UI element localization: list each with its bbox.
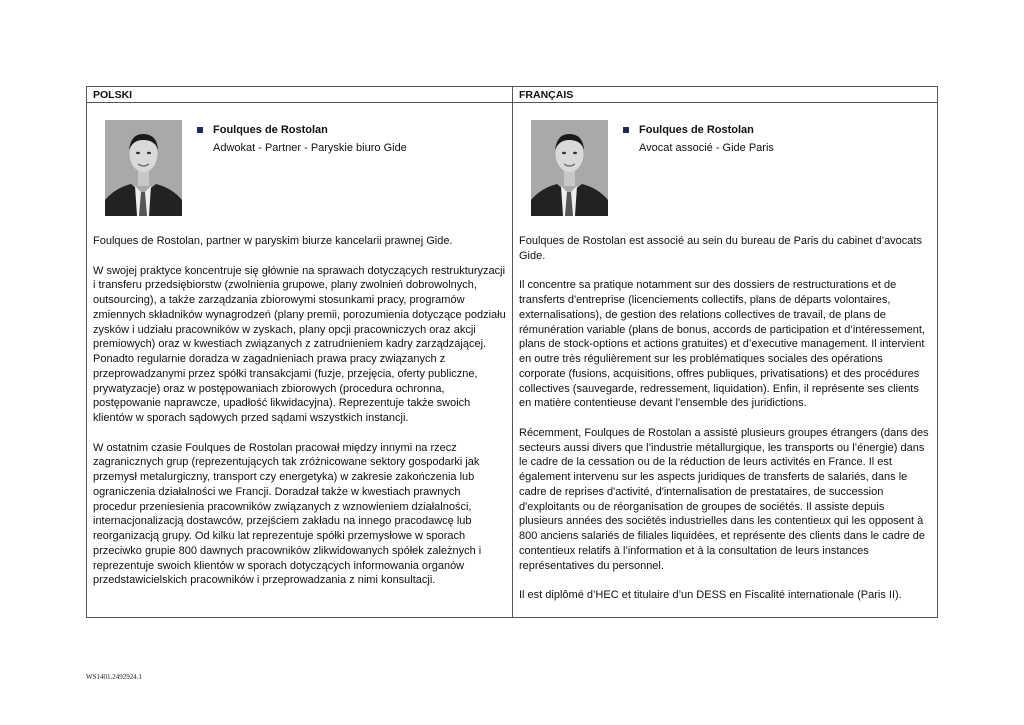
header-french: FRANÇAIS — [519, 89, 574, 101]
bio-paragraph: Il est diplômé d’HEC et titulaire d’un DESS en Fiscalité internationale (Paris II). — [519, 589, 902, 601]
document-id: WS1401.2492924.1 — [86, 673, 142, 681]
person-header — [197, 123, 407, 155]
header-polish: POLSKI — [87, 87, 513, 102]
square-bullet-icon — [623, 127, 629, 133]
polish-biography — [93, 234, 506, 603]
person-title: Avocat associé - Gide Paris — [639, 142, 774, 154]
person-name: Foulques de Rostolan — [639, 124, 754, 136]
square-bullet-icon — [197, 127, 203, 133]
bilingual-table — [86, 86, 938, 618]
portrait-icon — [105, 120, 182, 216]
bio-paragraph: Récemment, Foulques de Rostolan a assisté plusieurs groupes étrangers (dans des secteurs aussi divers que l’industrie métallurgique, les transports ou l’énergie) dans le cadre de la cessation ou de la réduction de leurs activités en France. Il est également intervenu sur les aspects juridiques de transferts de salariés, dans le cadre de reprises d'activité, d'internalisation de prestataires, de succession d'exploitants ou de réorganisation de groupes de sociétés. Il assiste depuis plusieurs années des sociétés industrielles dans les contentieux qui les opposent à 800 anciens salariés de filiales liquidées, et représente des clients dans le cadre de contentieux relatifs à l’information et à la consultation de leurs instances représentatives du personnel. — [519, 426, 929, 572]
french-biography — [519, 234, 931, 618]
person-header — [623, 123, 774, 155]
bio-paragraph: Il concentre sa pratique notamment sur des dossiers de restructurations et de transferts d'entreprise (licenciements collectifs, plans de départs volontaires, externalisations), de gestion des relations collectives de travail, de plans de rémunération variable (plans de bonus, accords de participation et d’intéressement, plans de stock-options et actions gratuites) et d’executive management. Il intervient en outre très régulièrement sur les problématiques sociales des opérations corporate (fusions, acquisitions, offres publiques, privatisations) et des procédures collectives (sauvegarde, redressement, liquidation). Enfin, il représente ses clients en matière contentieuse devant l'ensemble des juridictions. — [519, 279, 926, 410]
portrait-photo — [531, 120, 608, 216]
table-body-row — [87, 103, 937, 617]
person-name: Foulques de Rostolan — [213, 124, 328, 136]
bio-paragraph: Foulques de Rostolan est associé au sein du bureau de Paris du cabinet d’avocats Gide. — [519, 235, 922, 262]
portrait-icon — [531, 120, 608, 216]
person-title: Adwokat - Partner - Paryskie biuro Gide — [213, 142, 407, 154]
table-header-row — [87, 87, 937, 103]
bio-paragraph: W ostatnim czasie Foulques de Rostolan pracował między innymi na rzecz zagranicznych grup (reprezentujących tak zróżnicowane sektory gospodarki jak przemysł metalurgiczny, transport czy energetyka) w zakresie zakończenia lub ograniczenia działalności we Francji. Doradzał także w kwestiach prawnych procedur przeniesienia pracowników związanych z wznowieniem działalności, internacjonalizacją dostawców, przejściem zakładu na innego pracodawcę lub reorganizacją grupy. Od kilku lat reprezentuje spółki przemysłowe w sporach przeciwko grupie 800 dawnych pracowników zlikwidowanych spółek zależnych i reprezentuje swoich klientów w sporach dotyczących informowania organów przedstawicielskich pracowników i przeprowadzania z nimi konsultacji. — [93, 441, 482, 587]
bio-paragraph: W swojej praktyce koncentruje się głównie na sprawach dotyczących restrukturyzacji i transferu przedsiębiorstw (zwolnienia grupowe, plany zwolnień dobrowolnych, outsourcing), a także zarządzania zbiorowymi stosunkami pracy, programów zmiennych składników wynagrodzeń (plany premii, porozumienia dotyczące podziału zysków i udziału pracowników w zyskach, plany opcji pracowniczych oraz akcji premiowych) oraz w kwestiach związanych z zatrudnieniem kadry zarządzającej. Ponadto regularnie doradza w zagadnieniach prawa pracy związanych z przeprowadzanymi przez spółki transakcjami (fuzje, przejęcia, oferty publiczne, prywatyzacje) oraz w postępowaniach zbiorowych (procedura ochronna, postępowanie naprawcze, upadłość likwidacyjna). Reprezentuje także swoich klientów w sporach sądowych przed sądami wszystkich instancji. — [93, 264, 506, 424]
bio-paragraph: Foulques de Rostolan, partner w paryskim biurze kancelarii prawnej Gide. — [93, 235, 453, 247]
portrait-photo — [105, 120, 182, 216]
polish-column — [87, 103, 513, 617]
french-column — [513, 103, 937, 617]
